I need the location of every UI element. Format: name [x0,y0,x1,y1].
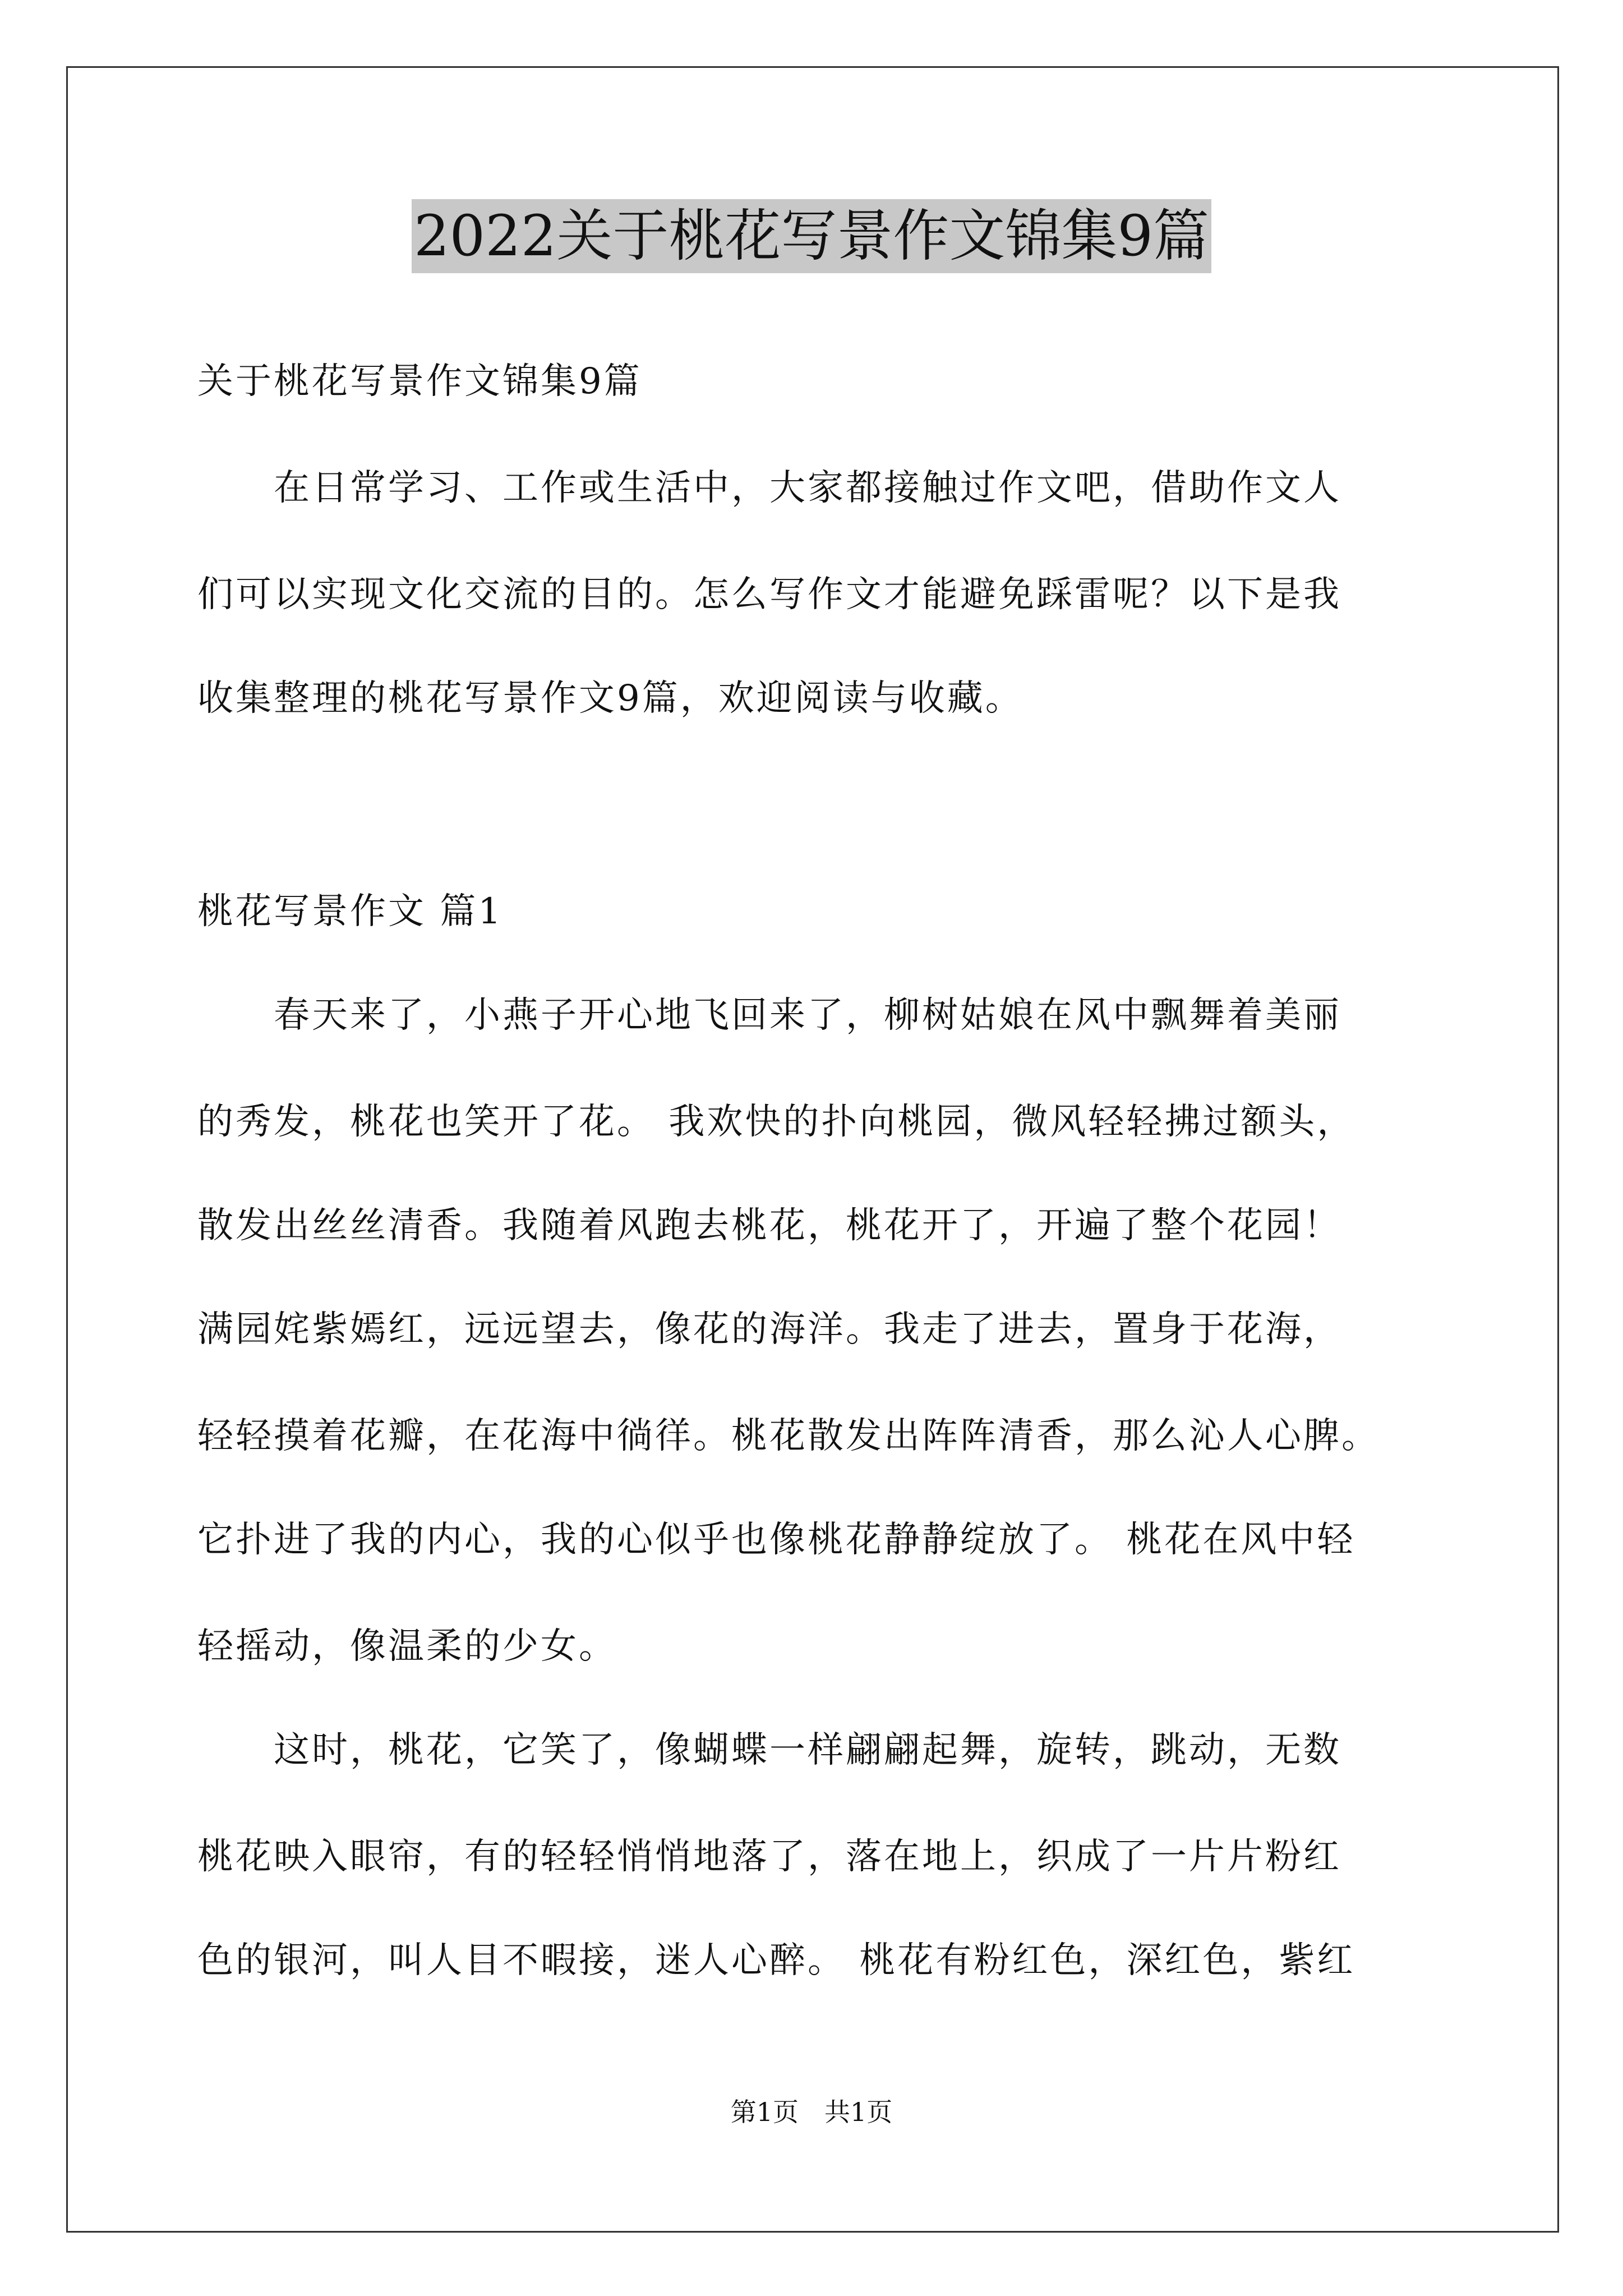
intro-line-2: 们可以实现文化交流的目的。怎么写作文才能避免踩雷呢？以下是我 [197,574,1341,615]
para2-line-2: 桃花映入眼帘，有的轻轻悄悄地落了，落在地上，织成了一片片粉红 [197,1836,1341,1878]
intro-line-3: 收集整理的桃花写景作文9篇，欢迎阅读与收藏。 [197,678,1023,719]
para1-line-5: 轻轻摸着花瓣，在花海中徜徉。桃花散发出阵阵清香，那么沁人心脾。 [197,1415,1380,1457]
intro-line-1: 在日常学习、工作或生活中，大家都接触过作文吧，借助作文人 [197,467,1341,509]
para1-line-2: 的秀发，桃花也笑开了花。 我欢快的扑向桃园，微风轻轻拂过额头， [197,1101,1355,1143]
title-container [0,199,1623,273]
para1-line-4: 满园姹紫嫣红，远远望去，像花的海洋。我走了进去，置身于花海， [197,1309,1341,1350]
para1-line-3: 散发出丝丝清香。我随着风跑去桃花，桃花开了，开遍了整个花园！ [197,1205,1341,1246]
document-subtitle: 关于桃花写景作文锦集9篇 [197,361,642,402]
document-title: 2022关于桃花写景作文锦集9篇 [412,199,1211,273]
para2-line-3: 色的银河，叫人目不暇接，迷人心醉。 桃花有粉红色，深红色，紫红 [197,1940,1355,1981]
para1-line-6: 它扑进了我的内心，我的心似乎也像桃花静静绽放了。 桃花在风中轻 [197,1519,1355,1561]
para1-line-1: 春天来了，小燕子开心地飞回来了，柳树姑娘在风中飘舞着美丽 [197,995,1341,1036]
para1-line-7: 轻摇动，像温柔的少女。 [197,1626,617,1667]
para2-line-1: 这时，桃花，它笑了，像蝴蝶一样翩翩起舞，旋转，跳动，无数 [197,1729,1341,1771]
section-heading: 桃花写景作文 篇1 [197,891,504,932]
page-footer: 第1页 共1页 [730,2097,893,2127]
